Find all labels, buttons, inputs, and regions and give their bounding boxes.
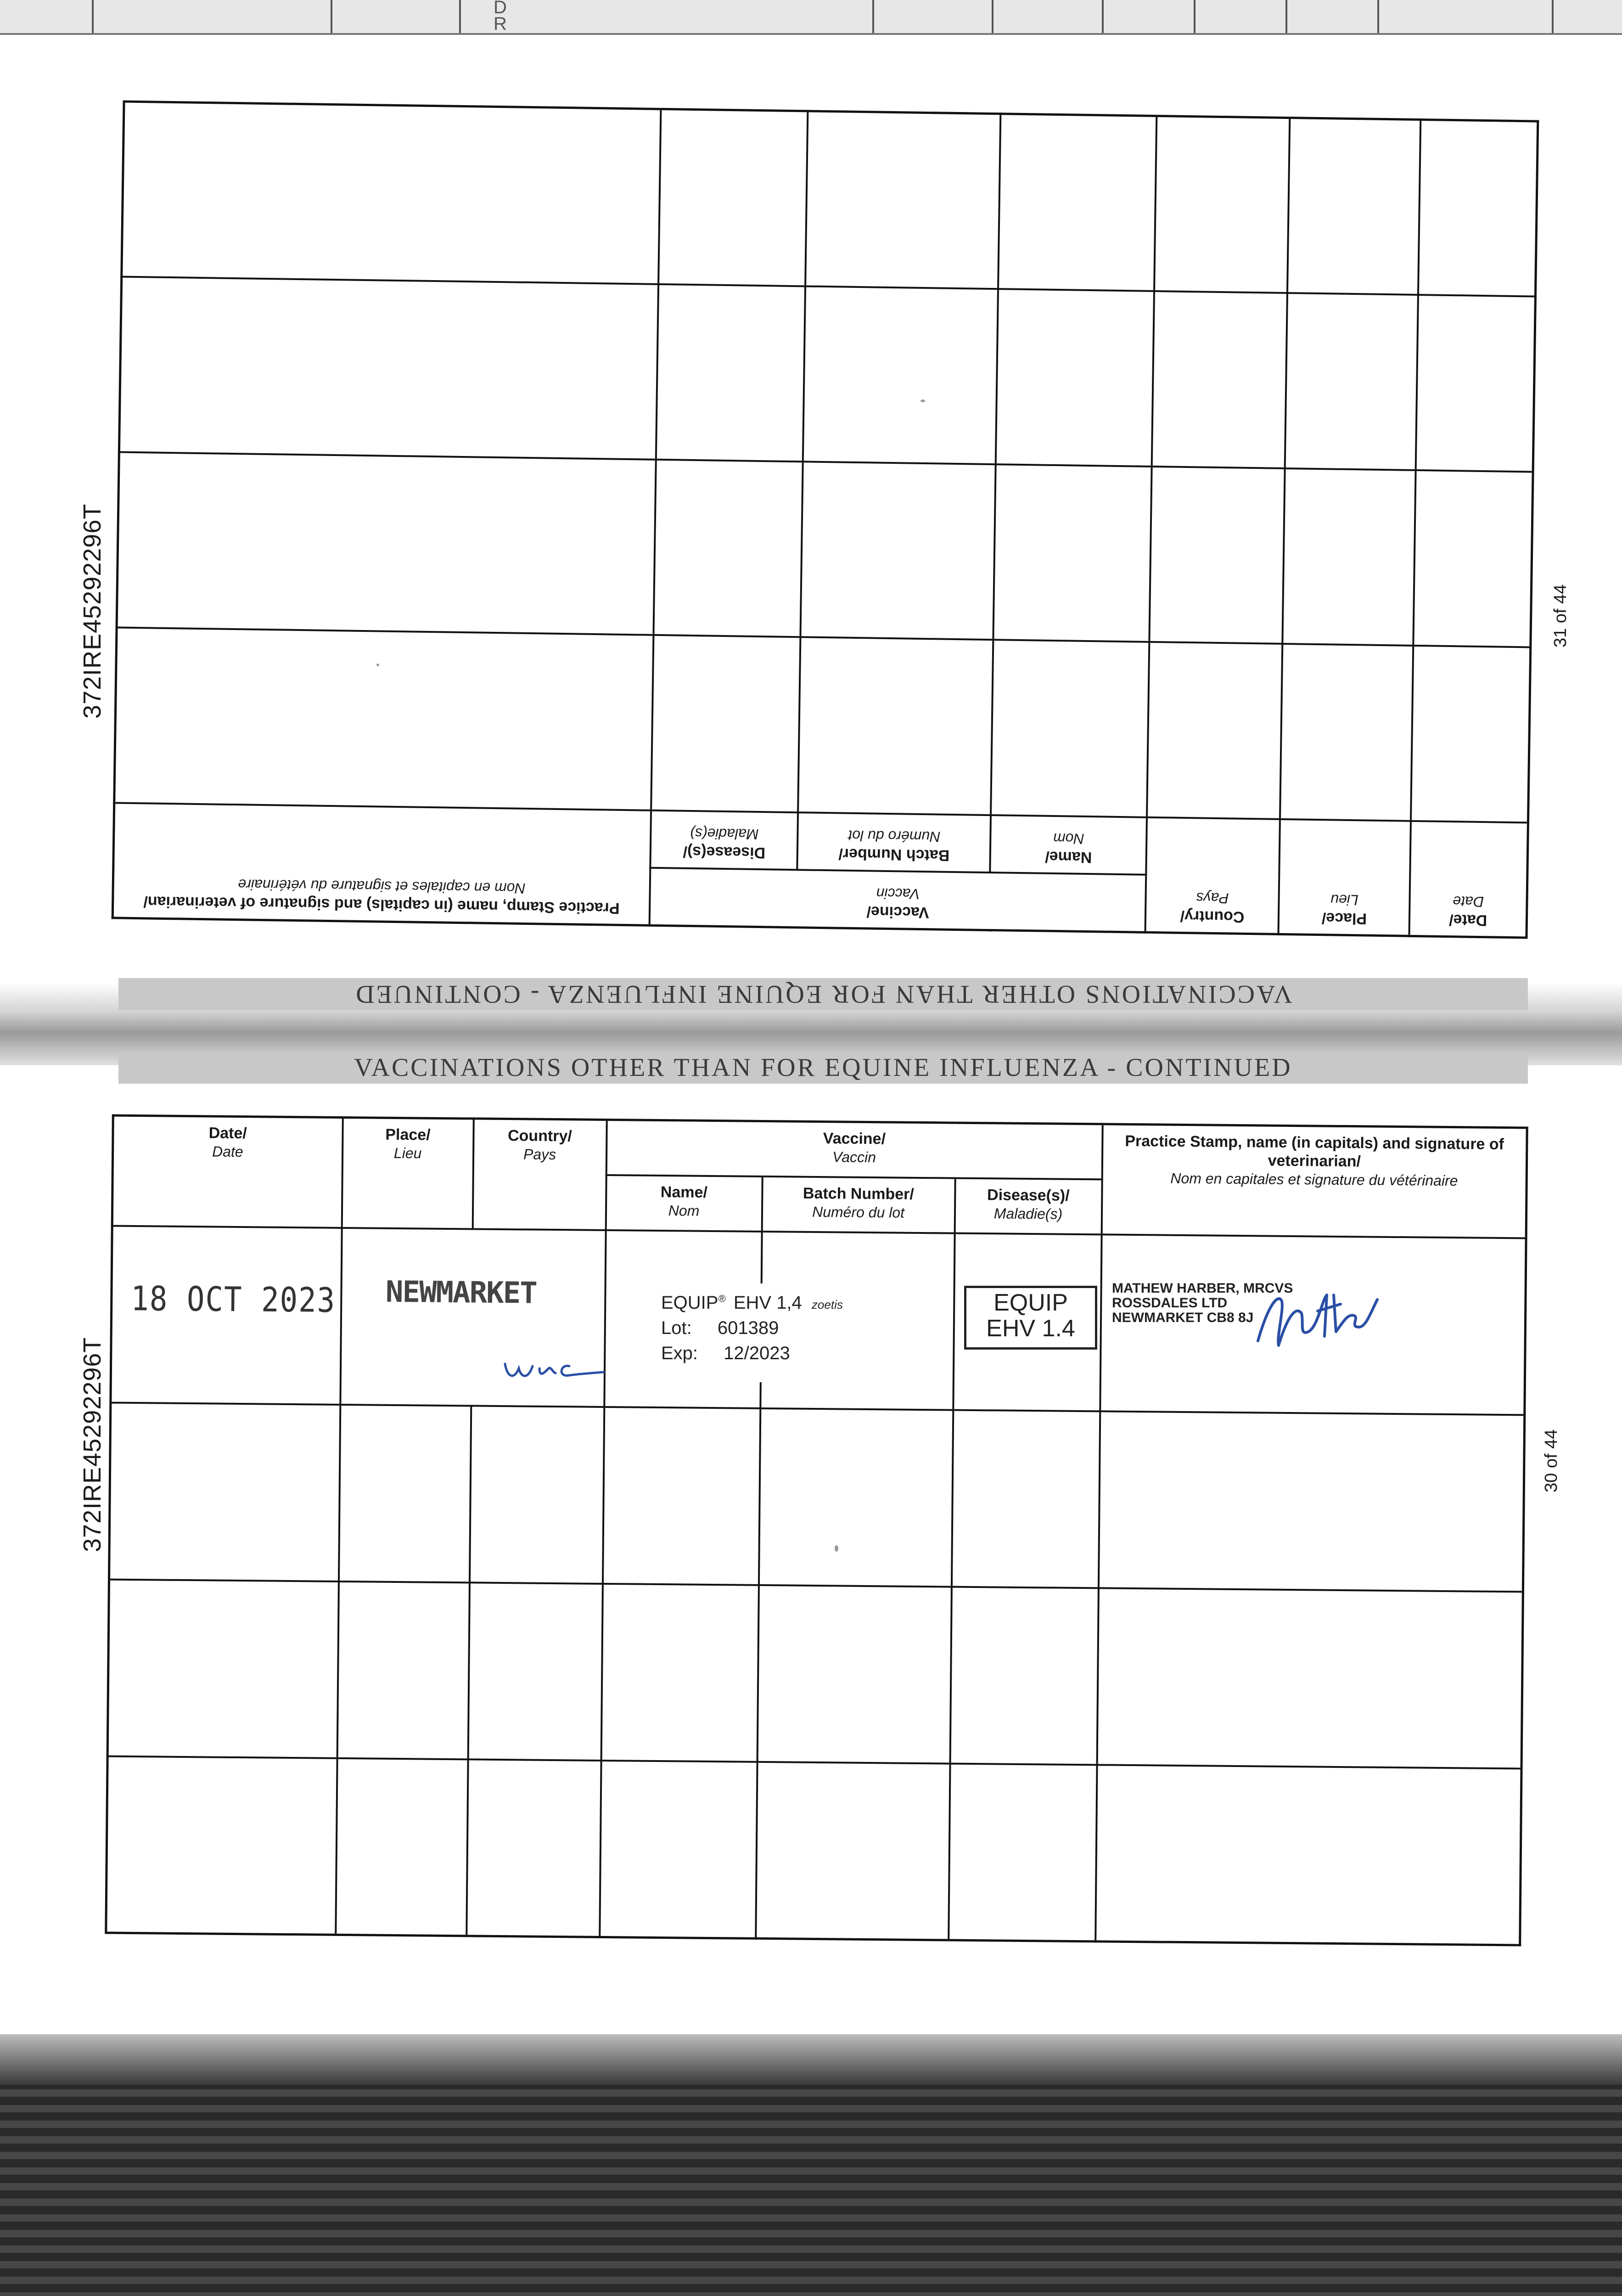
- lot-value: 601389: [717, 1318, 779, 1338]
- paper-speck: [835, 1545, 838, 1552]
- header-practice: Practice Stamp, name (in capitals) and signature of veterinarian/ Nom en capitales et signature du vétérinaire: [1101, 1124, 1527, 1238]
- lower-section-banner: VACCINATIONS OTHER THAN FOR EQUINE INFLUENZA - CONTINUED: [118, 1052, 1528, 1084]
- header-place: Place/ Lieu: [342, 1117, 473, 1228]
- place-stamp: NEWMARKET: [385, 1275, 537, 1311]
- table-row: [106, 1756, 1521, 1945]
- table-row: [117, 452, 1533, 647]
- disease-stamp-line1: EQUIP: [993, 1289, 1068, 1316]
- vet-name: MATHEW HARBER, MRCVS: [1112, 1281, 1293, 1296]
- vaccine-type: EHV 1,4: [733, 1293, 802, 1313]
- date-stamp: 18 OCT 2023: [130, 1279, 336, 1320]
- exp-label: Exp:: [661, 1343, 698, 1363]
- upper-section-banner: VACCINATIONS OTHER THAN FOR EQUINE INFLUENZA - CONTINUED: [118, 978, 1528, 1010]
- vet-signature: [1249, 1267, 1386, 1364]
- header-batch-number: Batch Number/ Numéro du lot: [797, 813, 991, 873]
- lot-label: Lot:: [661, 1318, 692, 1338]
- table-row: [119, 277, 1535, 472]
- table-row: [122, 101, 1538, 297]
- vaccine-brand: zoetis: [811, 1298, 843, 1311]
- disease-stamp-line2: EHV 1.4: [986, 1315, 1075, 1342]
- strip-divider: [92, 0, 94, 33]
- header-disease: Disease(s)/ Maladie(s): [651, 810, 798, 870]
- header-batch-number: Batch Number/ Numéro du lot: [762, 1176, 955, 1233]
- exp-value: 12/2023: [724, 1343, 790, 1363]
- strip-divider: [992, 0, 993, 33]
- strip-mark: R: [494, 14, 507, 34]
- top-strip: [0, 0, 1622, 35]
- header-date: Date/ Date: [1409, 821, 1528, 938]
- header-practice: Practice Stamp, name (in capitals) and signature of veterinarian/ Nom en capitales et signature du vétérinaire: [112, 803, 651, 925]
- registered-mark: ®: [718, 1293, 726, 1305]
- strip-divider: [1194, 0, 1195, 33]
- header-disease: Disease(s)/ Maladie(s): [954, 1178, 1102, 1234]
- table-row: [109, 1402, 1525, 1592]
- vet-address: NEWMARKET CB8 8J: [1112, 1310, 1254, 1325]
- vaccine-name: EQUIP: [661, 1293, 718, 1313]
- lower-page-number: 30 of 44: [1542, 1429, 1561, 1492]
- paper-speck: [376, 664, 379, 666]
- strip-divider: [1377, 0, 1379, 33]
- header-vaccine: Vaccine/ Vaccin: [650, 868, 1146, 932]
- table-row: [114, 628, 1531, 823]
- header-country: Country/ Pays: [1145, 817, 1280, 934]
- header-vaccine-name: Name/ Nom: [606, 1175, 762, 1231]
- header-place: Place/ Lieu: [1279, 819, 1411, 936]
- lower-passport-number: 372IRE45292296T: [79, 1337, 106, 1552]
- upper-page-number: 31 of 44: [1551, 584, 1570, 647]
- strip-divider: [1285, 0, 1287, 33]
- lower-vaccination-table: [105, 1114, 1528, 1947]
- header-country: Country/ Pays: [472, 1119, 606, 1230]
- upper-vaccination-table: [112, 101, 1539, 939]
- header-date: Date/ Date: [112, 1115, 342, 1227]
- disease-stamp: [964, 1286, 1097, 1350]
- scanner-bottom-band: [0, 2034, 1622, 2296]
- strip-divider: [1102, 0, 1104, 33]
- upper-passport-number: 372IRE45292296T: [79, 503, 106, 719]
- strip-divider: [331, 0, 332, 33]
- strip-mark: D: [494, 0, 507, 17]
- paper-speck: [920, 400, 925, 402]
- header-vaccine: Vaccine/ Vaccin: [606, 1120, 1102, 1179]
- entry-date-cell: [111, 1226, 342, 1404]
- handwritten-initials: [500, 1345, 611, 1396]
- strip-divider: [872, 0, 874, 33]
- strip-divider: [459, 0, 461, 33]
- strip-divider: [1552, 0, 1554, 33]
- table-row: [107, 1579, 1523, 1768]
- vaccine-sticker: [661, 1283, 859, 1382]
- header-vaccine-name: Name/ Nom: [990, 816, 1147, 875]
- vet-practice: ROSSDALES LTD: [1112, 1295, 1228, 1311]
